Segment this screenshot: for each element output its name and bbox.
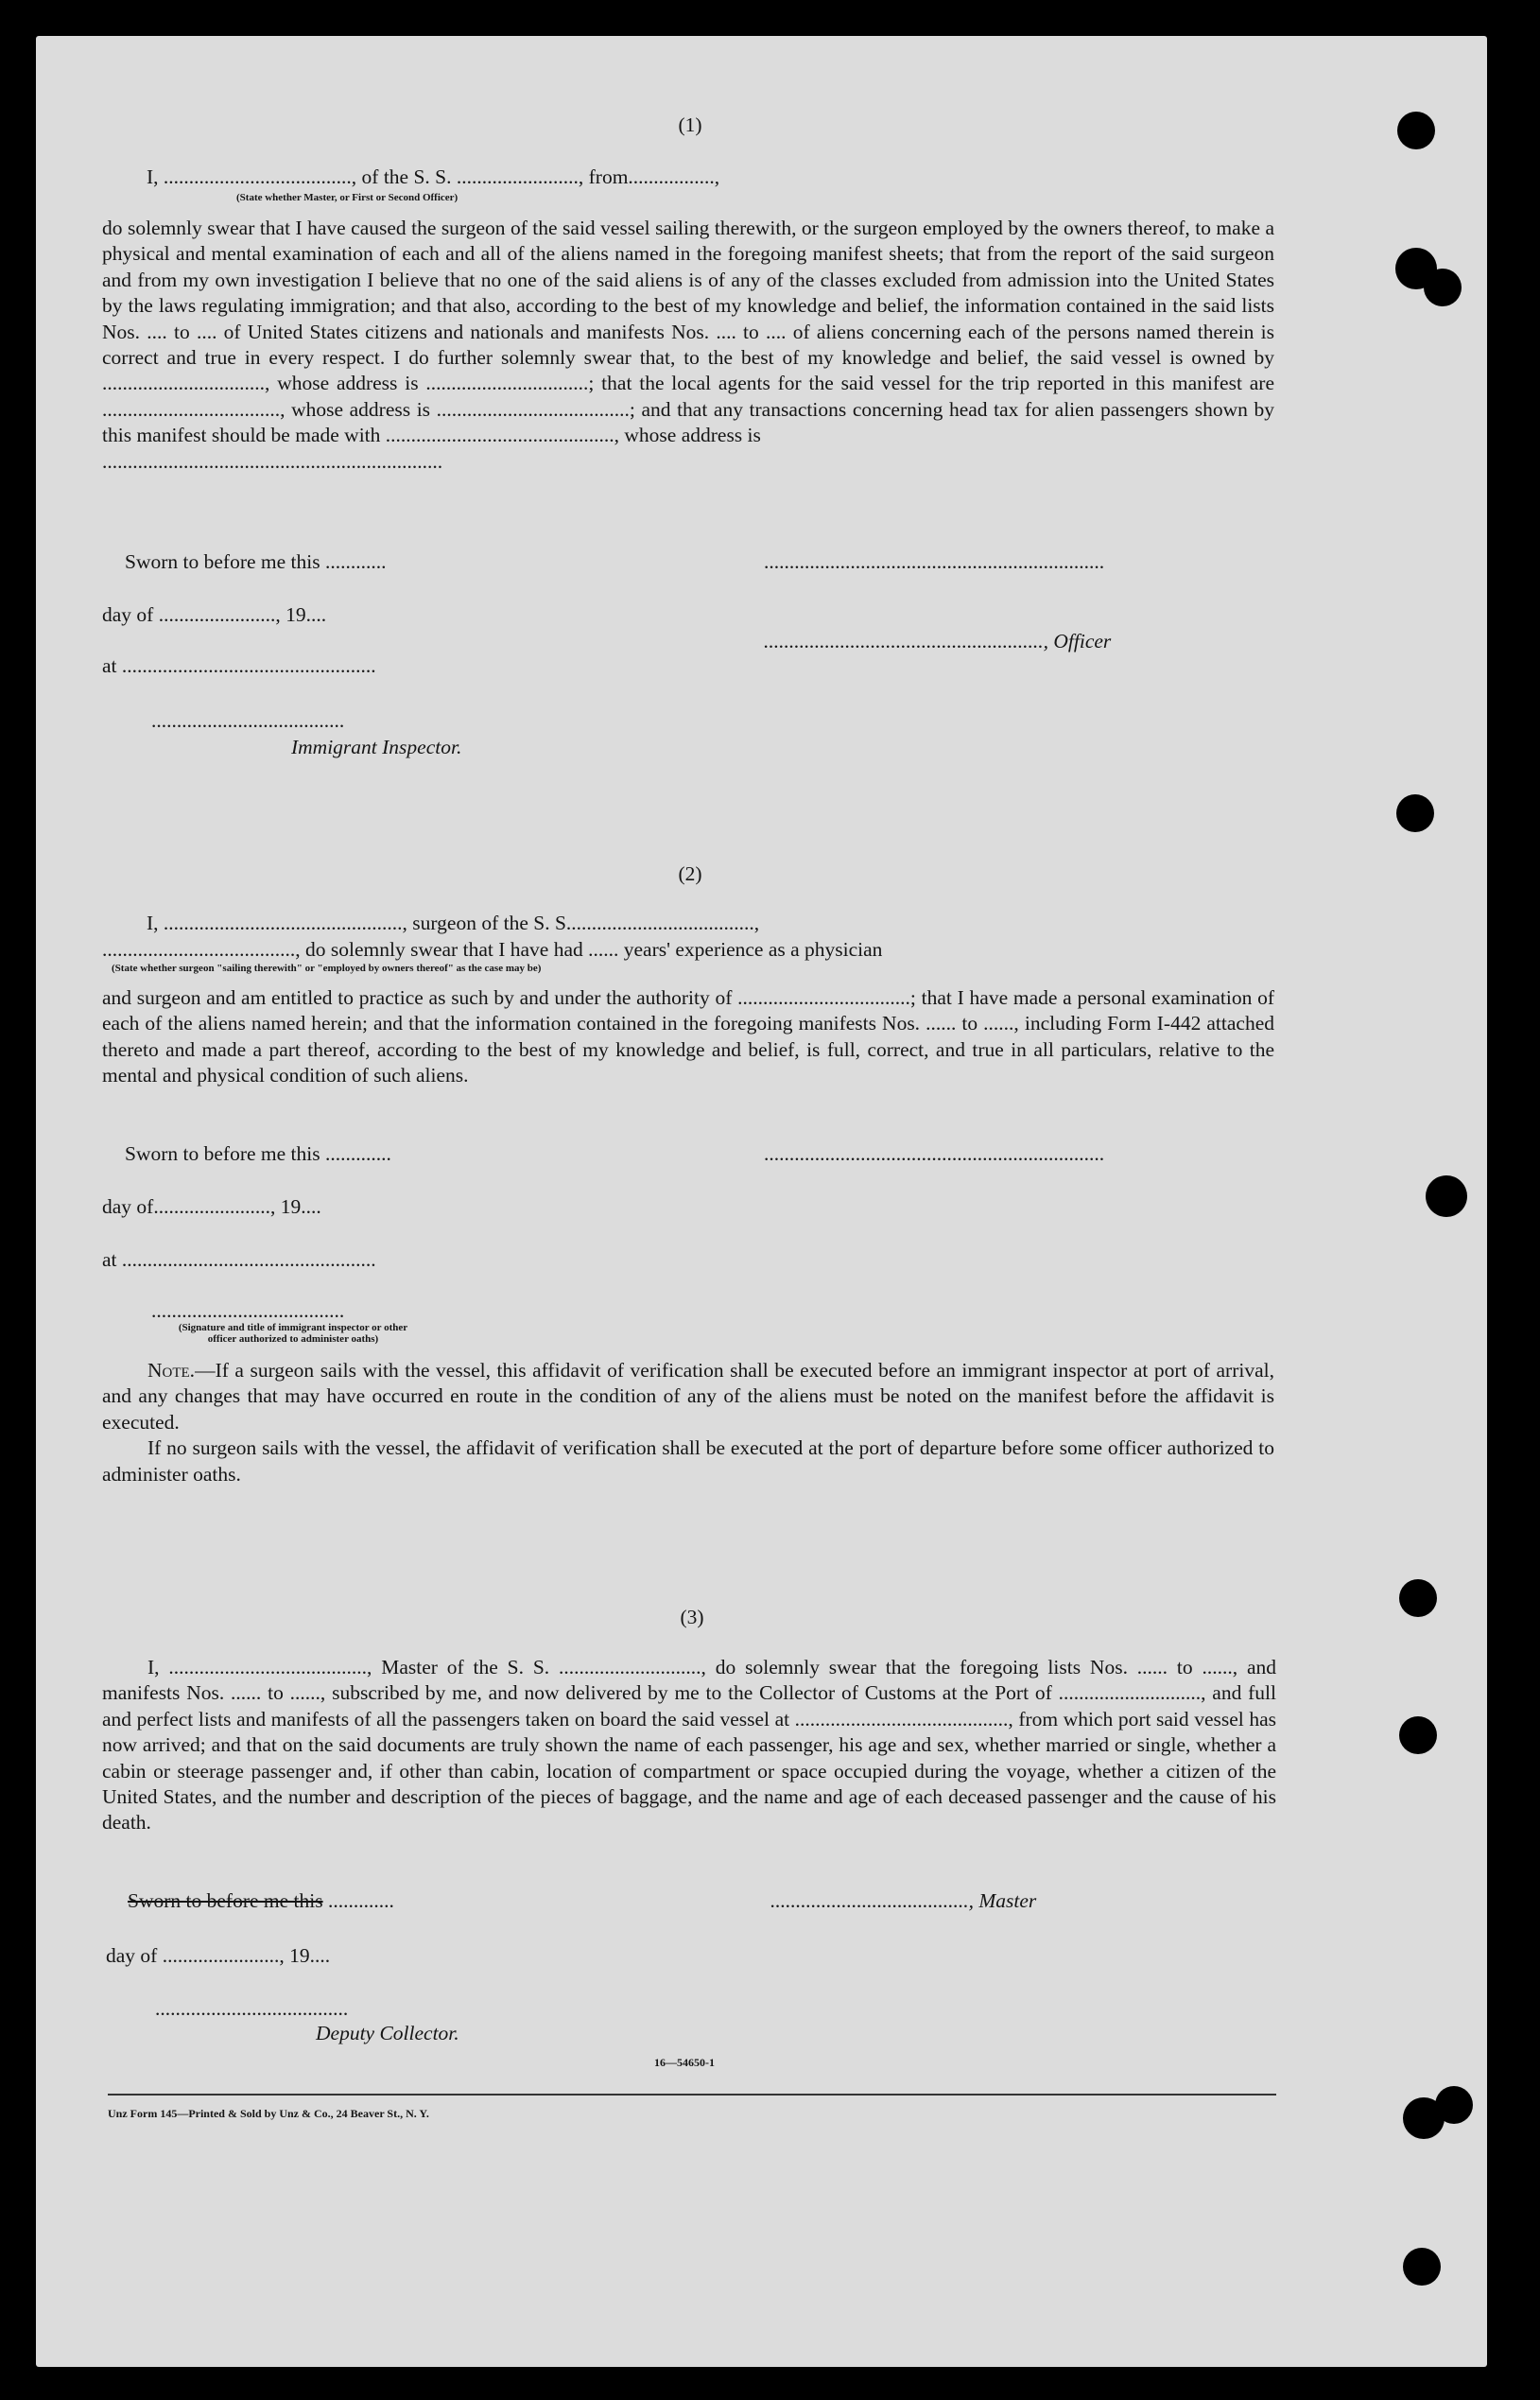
section-2-at-line: at .................................................. — [102, 1248, 376, 1271]
section-1-body-trail: ................................................................... — [102, 449, 443, 473]
section-3-master-line: ......................................., Master — [770, 1889, 1037, 1912]
section-1-inspector-signature: ...................................... — [151, 709, 345, 732]
punch-hole — [1435, 2086, 1473, 2124]
section-2-body: and surgeon and am entitled to practice as such by and under the authority of ..................................; that I have made a personal examination of each of the aliens named herein; and that the information contained in the foregoing manifests Nos. ...... to ......, including Form I-442 attached thereto and made a part thereof, according to the best of my knowledge and belief, is full, correct, and true in all particulars, relative to the mental and physical condition of such aliens. — [102, 986, 1274, 1087]
section-2-inspector-signature: ...................................... — [151, 1299, 345, 1322]
section-3-day-line: day of ......................., 19.... — [106, 1944, 331, 1967]
form-code: 16—54650-1 — [654, 2056, 715, 2069]
section-1-at-line: at .................................................. — [102, 654, 376, 677]
section-3-collector-title: Deputy Collector. — [316, 2022, 459, 2044]
section-3-collector-signature: ...................................... — [155, 1997, 349, 2020]
punch-hole — [1424, 269, 1462, 306]
section-1-inspector-title: Immigrant Inspector. — [291, 736, 462, 758]
section-1-number: (1) — [678, 113, 702, 136]
section-3-sworn-line — [128, 1887, 394, 1914]
note-label: Note. — [147, 1359, 196, 1382]
section-1-oath-text — [102, 216, 1274, 475]
section-2-surgeon-line: I, ..............................................., surgeon of the S. S....................................., — [147, 912, 760, 934]
footer-rule — [108, 2094, 1276, 2096]
section-3-sworn-text: Sworn to before me this — [128, 1889, 323, 1912]
punch-hole — [1396, 794, 1434, 832]
section-1-officer-line: ......................................................., Officer — [764, 630, 1112, 652]
section-1-sworn-signature: ................................................................... — [764, 550, 1105, 573]
section-3-oath-text — [102, 1655, 1276, 1836]
punch-hole — [1397, 112, 1435, 149]
section-2-signature-note: (Signature and title of immigrant inspector or other officer authorized to administer oaths) — [178, 1322, 408, 1345]
section-2-experience-line: ......................................, do solemnly swear that I have had ...... years' experience as a physician — [102, 938, 883, 961]
section-3-sworn-dots: ............. — [327, 1889, 394, 1912]
section-2-day-line: day of......................., 19.... — [102, 1195, 321, 1218]
section-1-body: do solemnly swear that I have caused the surgeon of the said vessel sailing therewith, or the surgeon employed by the owners thereof, to make a physical and mental examination of each and all of the aliens named in the foregoing manifest sheets; that from the report of the said surgeon and from my own investigation I believe that no one of the said aliens is of any of the classes excluded from admission into the United States by the laws regulating immigration; and that also, according to the best of my knowledge and belief, the information contained in the said lists Nos. .... to .... of United States citizens and nationals and manifests Nos. .... to .... of aliens concerning each of the persons named therein is correct and true in every respect. I do further solemnly swear that, to the best of my knowledge and belief, the said vessel is owned by ................................, whose address is ................................; that the local agents for the said vessel for the trip reported in this manifest are ..................................., whose address is ......................................; and that any transactions concerning head tax for alien passengers shown by this manifest should be made with ............................................., whose address is — [102, 217, 1274, 447]
section-1-officer-note: (State whether Master, or First or Second Officer) — [236, 192, 459, 203]
section-2-oath-text — [102, 985, 1274, 1089]
section-2-sworn-signature: ................................................................... — [764, 1142, 1105, 1165]
note-2: If no surgeon sails with the vessel, the affidavit of verification shall be executed at the port of departure before some officer authorized to administer oaths. — [102, 1436, 1274, 1486]
punch-hole — [1399, 1716, 1437, 1754]
section-2-notes — [102, 1358, 1274, 1487]
punch-hole — [1399, 1579, 1437, 1617]
section-1-sworn-line: Sworn to before me this ............ — [125, 550, 387, 573]
section-2-number: (2) — [678, 862, 702, 885]
section-1-declarant-line: I, ....................................., of the S. S. ........................, from................., — [147, 165, 720, 188]
punch-hole — [1403, 2248, 1441, 2286]
punch-hole — [1426, 1175, 1467, 1217]
note-1: —If a surgeon sails with the vessel, this affidavit of verification shall be executed before an immigrant inspector at port of arrival, and any changes that may have occurred en route in the condition of any of the aliens must be noted on the manifest before the affidavit is executed. — [102, 1359, 1274, 1434]
printer-footer: Unz Form 145—Printed & Sold by Unz & Co., 24 Beaver St., N. Y. — [108, 2107, 429, 2120]
section-2-surgeon-note: (State whether surgeon "sailing therewith" or "employed by owners thereof" as the case may be) — [112, 963, 542, 974]
section-2-sworn-line: Sworn to before me this ............. — [125, 1142, 391, 1165]
section-3-number: (3) — [680, 1606, 704, 1628]
section-1-day-line: day of ......................., 19.... — [102, 603, 327, 626]
section-3-body: I, ......................................., Master of the S. S. ............................, do solemnly swear that the foregoing lists Nos. ...... to ......, and manifests Nos. ...... to ......, subscribed by me, and now delivered by me to the Collector of Customs at the Port of ............................, and full and perfect lists and manifests of all the passengers taken on board the said vessel at .........................................., from which port said vessel has now arrived; and that on the said documents are truly shown the name of each passenger, his age and sex, whether married or single, whether a cabin or steerage passenger and, if other than cabin, location of compartment or space occupied during the voyage, whether a citizen of the United States, and the number and description of the pieces of baggage, and the name and age of each deceased passenger and the cause of his death. — [102, 1656, 1276, 1835]
